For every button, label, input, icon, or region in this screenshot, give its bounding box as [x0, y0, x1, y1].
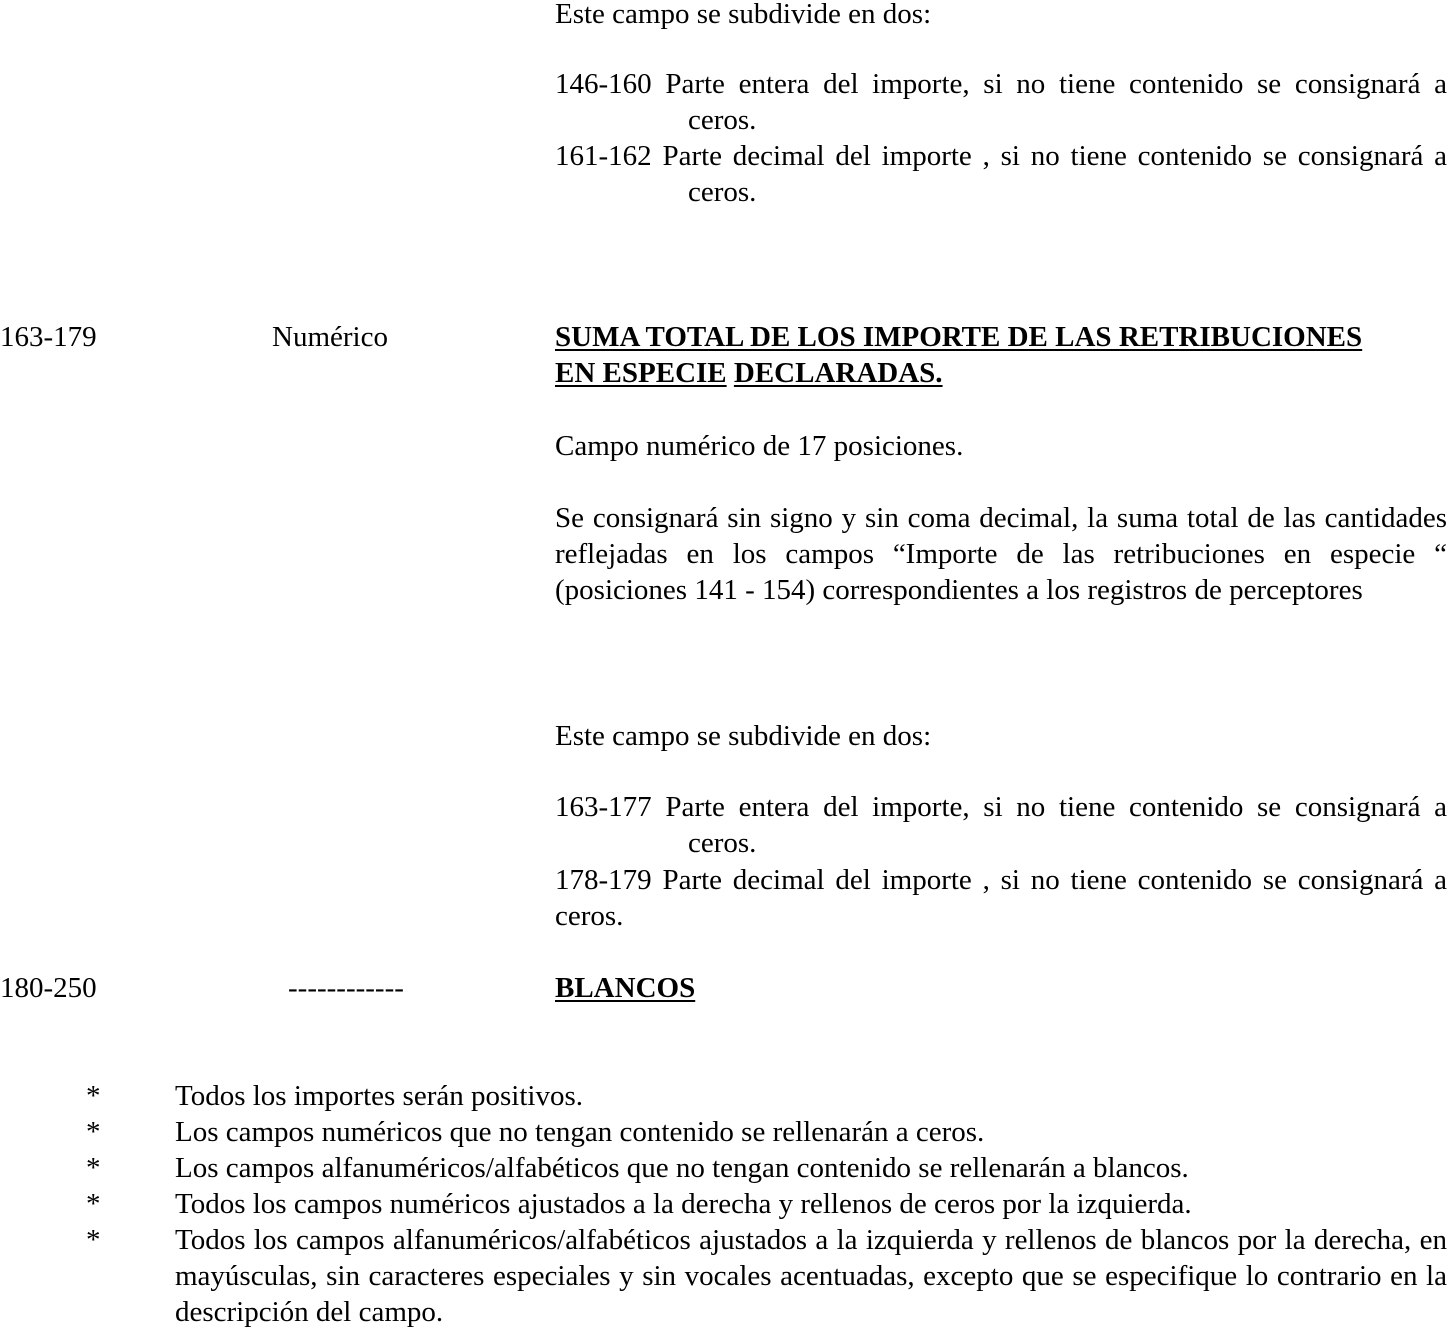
- general-notes-list: [0, 1078, 1448, 1330]
- note-marker: *: [86, 1152, 101, 1184]
- note-marker: *: [86, 1188, 101, 1220]
- note-text: Los campos alfanuméricos/alfabéticos que no tengan contenido se rellenarán a blancos.: [175, 1152, 1189, 1184]
- field-163-title-line1: SUMA TOTAL DE LOS IMPORTE DE LAS RETRIBUCIONES: [555, 321, 1363, 353]
- top-part-integer: [555, 66, 1447, 138]
- note-text: Todos los campos numéricos ajustados a la derecha y rellenos de ceros por la izquierda.: [175, 1188, 1192, 1220]
- field-180-title: [555, 970, 1447, 1006]
- note-text: Los campos numéricos que no tengan contenido se rellenarán a ceros.: [175, 1116, 985, 1148]
- field-163-description: Se consignará sin signo y sin coma decimal, la suma total de las cantidades reflejadas en los campos “Importe de las retribuciones en especie “ (posiciones 141 - 154) correspondientes a los registros de perceptores: [555, 502, 1447, 606]
- top-part-integer-text: 146-160 Parte entera del importe, si no tiene contenido se consignará a: [555, 68, 1447, 100]
- field-163-part-decimal-text: 178-179 Parte decimal del importe , si no tiene contenido se consignará a: [555, 864, 1447, 896]
- note-item: [0, 1150, 1448, 1186]
- field-163-subdivide-intro: Este campo se subdivide en dos:: [555, 720, 932, 752]
- field-163-part-decimal: [555, 862, 1447, 934]
- note-text: Todos los campos alfanuméricos/alfabéticos ajustados a la izquierda y rellenos de blancos por la derecha, en mayúsculas, sin caracteres especiales y sin vocales acentuadas, excepto que se especifique lo contrario en la descripción del campo.: [175, 1224, 1447, 1328]
- note-marker: *: [86, 1116, 101, 1148]
- note-item: [0, 1078, 1448, 1114]
- field-163-part-integer-cont: ceros.: [688, 827, 757, 859]
- top-part-decimal-text: 161-162 Parte decimal del importe , si no tiene contenido se consignará a: [555, 140, 1447, 172]
- note-text: Todos los importes serán positivos.: [175, 1080, 583, 1112]
- field-180-position: 180-250: [0, 972, 97, 1004]
- note-item: [0, 1114, 1448, 1150]
- field-163-type: Numérico: [272, 321, 388, 353]
- field-163-position: 163-179: [0, 321, 97, 353]
- note-marker: *: [86, 1080, 101, 1112]
- field-163-part-integer: [555, 789, 1447, 861]
- field-163-title-line2a: EN ESPECIE: [555, 357, 727, 389]
- top-part-decimal-cont: ceros.: [688, 176, 757, 208]
- field-163-title-line2b: DECLARADAS.: [733, 357, 943, 389]
- top-part-integer-cont: ceros.: [688, 104, 757, 136]
- top-part-decimal: [555, 138, 1447, 210]
- field-180-type: ------------: [288, 972, 404, 1004]
- field-163-part-integer-text: 163-177 Parte entera del importe, si no tiene contenido se consignará a: [555, 791, 1447, 823]
- field-163-length-note: Campo numérico de 17 posiciones.: [555, 430, 964, 462]
- field-163-title: [555, 319, 1447, 391]
- note-marker: *: [86, 1224, 101, 1256]
- field-180-title-text: BLANCOS: [555, 972, 696, 1004]
- note-item: [0, 1222, 1448, 1330]
- field-163-part-decimal-cont: ceros.: [555, 900, 624, 932]
- top-subdivide-intro: Este campo se subdivide en dos:: [555, 0, 932, 30]
- note-item: [0, 1186, 1448, 1222]
